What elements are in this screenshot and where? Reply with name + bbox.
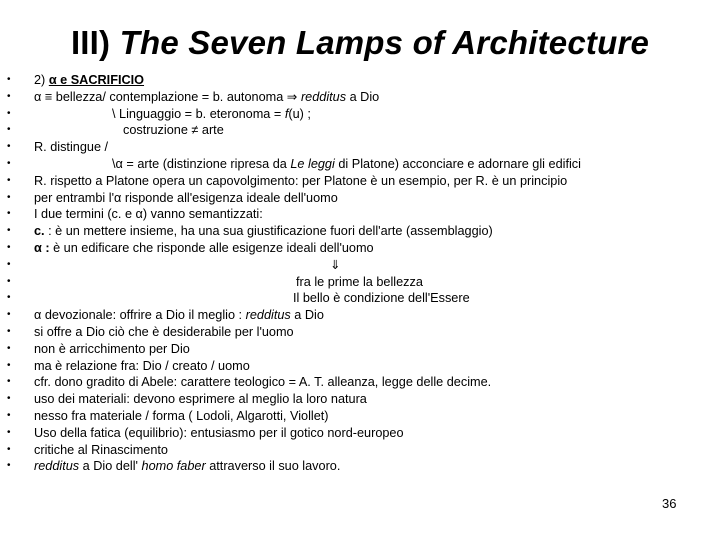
line-text [123,122,224,139]
line-text [293,290,470,307]
list-item [0,324,720,341]
line-text [34,458,340,475]
text-run: è un edificare che risponde alle esigenze ideali dell'uomo [49,240,374,255]
text-run: α ≡ bellezza/ contemplazione = b. autonoma ⇒ [34,89,301,104]
text-run: Uso della fatica (equilibrio): entusiasmo per il gotico nord-europeo [34,425,404,440]
text-run: a Dio [290,308,324,323]
text-run: Il bello è condizione dell'Essere [293,291,470,306]
line-text [34,72,144,89]
text-run: R. distingue / [34,140,109,155]
bullet-icon: • [7,141,11,153]
line-text [296,274,423,291]
text-run: a Dio [346,89,380,104]
text-run: α devozionale: offrire a Dio il meglio : [34,308,246,323]
bullet-icon: • [7,124,11,136]
list-item [0,173,720,190]
line-text [112,106,311,123]
text-run: redditus [300,89,347,104]
text-run: redditus [34,459,80,474]
bullet-icon: • [7,258,11,270]
line-text [34,173,567,190]
text-run: \ Linguaggio = b. eteronoma = [112,106,285,121]
line-text [34,139,108,156]
list-item [0,72,720,89]
text-run: f [284,106,289,121]
list-item [0,408,720,425]
text-run: uso dei materiali: devono esprimere al meglio la loro natura [34,392,367,407]
list-item [0,257,720,274]
line-text [34,358,250,375]
list-item [0,307,720,324]
text-run: si offre a Dio ciò che è desiderabile per l'uomo [34,324,294,339]
text-run: costruzione ≠ arte [123,123,224,138]
list-item [0,106,720,123]
text-run: (u) ; [288,106,311,121]
line-text [34,89,379,106]
list-item [0,190,720,207]
bullet-icon: • [7,191,11,203]
text-run: 2) [34,73,49,87]
list-item [0,274,720,291]
bullet-icon: • [7,325,11,337]
line-text [112,156,581,173]
title-main: The Seven Lamps of Architecture [119,24,650,61]
bullet-icon: • [7,208,11,220]
list-item [0,442,720,459]
text-run: α : [34,240,50,255]
list-item [0,240,720,257]
list-item [0,458,720,475]
list-item [0,89,720,106]
line-text [34,408,329,425]
list-item [0,156,720,173]
text-run: redditus [245,308,291,323]
line-text [34,190,338,207]
bullet-list [0,72,720,475]
list-item [0,223,720,240]
list-item [0,290,720,307]
slide-title [0,24,720,62]
bullet-icon: • [7,74,11,85]
text-run: a Dio dell' [79,459,142,474]
text-run: α e SACRIFICIO [48,73,145,87]
arrow-down-icon: ⇓ [330,257,341,272]
text-run: cfr. dono gradito di Abele: carattere teologico = A. T. alleanza, legge delle decime. [34,375,492,390]
bullet-icon: • [7,460,11,472]
line-text [34,341,190,358]
bullet-icon: • [7,342,11,354]
text-run: fra le prime la bellezza [296,274,423,289]
line-text [34,391,367,408]
bullet-icon: • [7,174,11,186]
text-run: c. [34,224,45,239]
list-item [0,425,720,442]
bullet-icon: • [7,309,11,321]
text-run: R. rispetto a Platone opera un capovolgimento: per Platone è un esempio, per R. è un principio [34,173,568,188]
text-run: nesso fra materiale / forma ( Lodoli, Algarotti, Viollet) [34,408,329,423]
bullet-icon: • [7,426,11,438]
text-run: ma è relazione fra: Dio / creato / uomo [34,358,250,373]
line-text [34,442,168,459]
line-text [34,425,404,442]
line-text [34,374,491,391]
bullet-icon: • [7,225,11,237]
line-text [34,240,374,257]
text-run: I due termini (c. e α) vanno semantizzati: [34,207,263,222]
list-item [0,122,720,139]
list-item [0,206,720,223]
list-item [0,358,720,375]
bullet-icon: • [7,292,11,304]
text-run: non è arricchimento per Dio [34,341,190,356]
bullet-icon: • [7,393,11,405]
bullet-icon: • [7,376,11,388]
line-text [34,223,493,240]
bullet-icon: • [7,157,11,169]
bullet-icon: • [7,359,11,371]
bullet-icon: • [7,107,11,119]
text-run: di Platone) acconciare e adornare gli edifici [334,156,581,171]
title-prefix: III) [70,24,120,61]
line-text [34,307,324,324]
bullet-icon: • [7,443,11,455]
text-run: : è un mettere insieme, ha una sua giustificazione fuori dell'arte (assemblaggio) [44,224,493,239]
list-item [0,374,720,391]
bullet-icon: • [7,275,11,287]
list-item [0,391,720,408]
bullet-icon: • [7,409,11,421]
text-run: per entrambi l'α risponde all'esigenza ideale dell'uomo [34,190,338,205]
list-item [0,341,720,358]
bullet-icon: • [7,241,11,253]
text-run: critiche al Rinascimento [34,442,168,457]
text-run: attraverso il suo lavoro. [205,459,341,474]
text-run: Le leggi [290,156,335,171]
text-run: homo faber [141,459,206,474]
line-text [34,324,294,341]
list-item [0,139,720,156]
line-text [34,206,263,223]
bullet-icon: • [7,90,11,102]
page-number: 36 [662,496,677,511]
text-run: \α = arte (distinzione ripresa da [112,156,291,171]
